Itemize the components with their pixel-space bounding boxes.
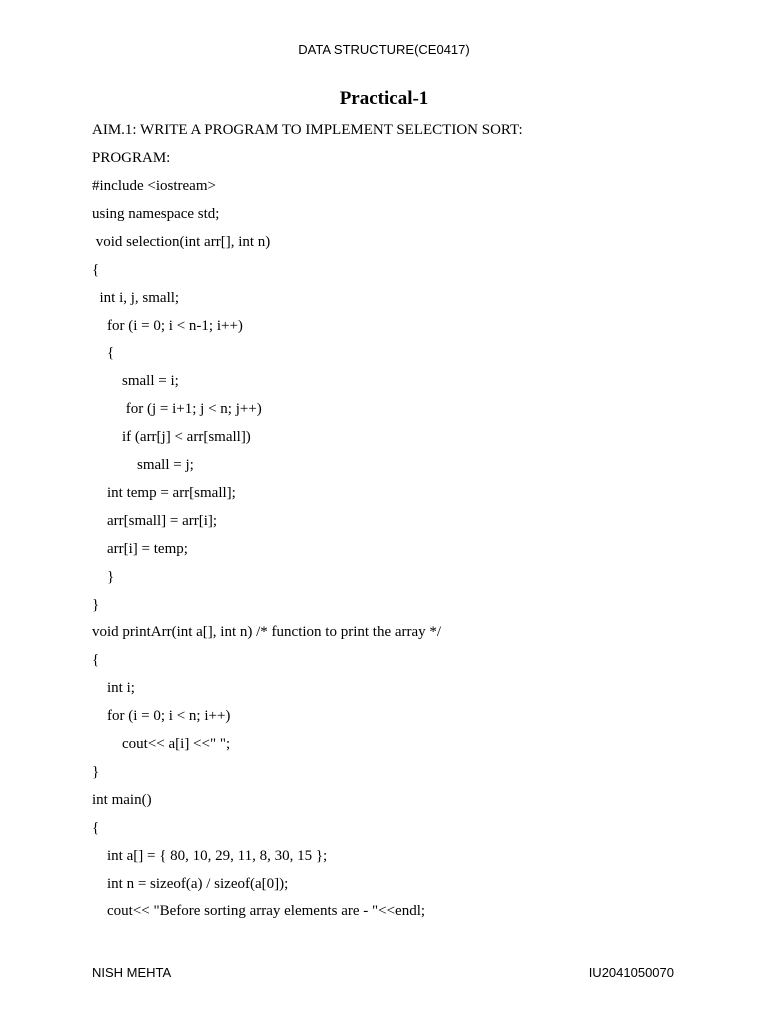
code-line: cout<< "Before sorting array elements are - "<<endl;	[92, 903, 426, 920]
code-line: small = i;	[92, 373, 179, 390]
code-line: int a[] = { 80, 10, 29, 11, 8, 30, 15 };	[92, 847, 328, 864]
code-line: {	[92, 345, 115, 362]
code-line: arr[i] = temp;	[92, 540, 188, 557]
code-line: void printArr(int a[], int n) /* function to print the array */	[92, 624, 442, 641]
program-label: PROGRAM:	[92, 150, 171, 166]
code-line: arr[small] = arr[i];	[92, 512, 218, 529]
code-line: for (j = i+1; j < n; j++)	[92, 401, 262, 418]
code-line: small = j;	[92, 457, 194, 473]
code-line: }	[92, 763, 100, 780]
code-line: if (arr[j] < arr[small])	[92, 429, 251, 446]
code-line: int i, j, small;	[92, 289, 180, 306]
code-line: {	[92, 819, 100, 836]
page-header: DATA STRUCTURE(CE0417)	[298, 42, 470, 57]
code-line: }	[92, 596, 100, 613]
code-line: int main()	[92, 791, 152, 808]
code-line: {	[92, 652, 100, 669]
code-line: {	[92, 261, 100, 278]
code-line: for (i = 0; i < n-1; i++)	[92, 317, 243, 334]
page-title: Practical-1	[339, 88, 429, 109]
code-line: using namespace std;	[92, 205, 220, 222]
code-line: }	[92, 568, 115, 585]
code-line: void selection(int arr[], int n)	[92, 233, 271, 250]
footer-id: IU2041050070	[588, 965, 674, 980]
aim-text: AIM.1: WRITE A PROGRAM TO IMPLEMENT SELECTION SORT:	[92, 122, 523, 138]
code-line: int i;	[92, 680, 135, 697]
code-line: for (i = 0; i < n; i++)	[92, 708, 231, 725]
footer-author: NISH MEHTA	[92, 965, 172, 980]
code-line: cout<< a[i] <<" ";	[92, 736, 231, 752]
code-line: int temp = arr[small];	[92, 484, 236, 501]
code-line: int n = sizeof(a) / sizeof(a[0]);	[92, 875, 289, 892]
code-line: #include <iostream>	[92, 178, 216, 194]
